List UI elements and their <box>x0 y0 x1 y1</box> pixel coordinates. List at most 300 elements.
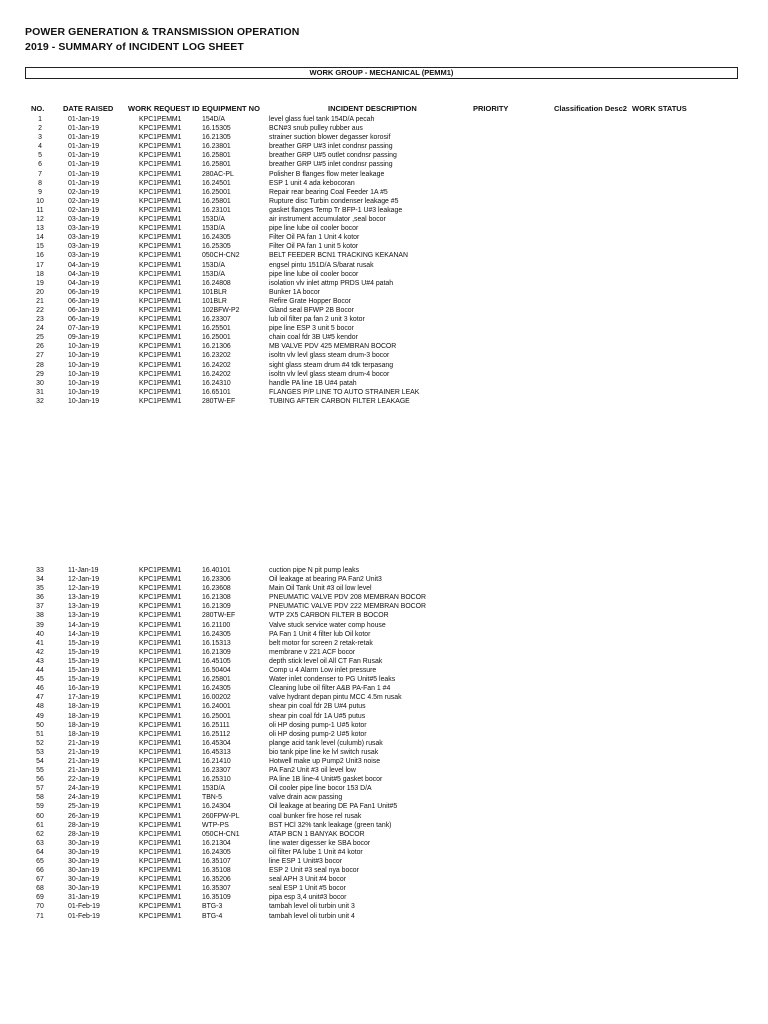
incident-description: PNEUMATIC VALVE PDV 208 MEMBRAN BOCOR <box>269 594 426 602</box>
work-request-id: KPC1PEMM1 <box>139 657 182 665</box>
table-row <box>0 657 768 666</box>
equipment-no: 16.23101 <box>202 206 231 214</box>
date-raised: 15-Jan-19 <box>68 639 100 647</box>
equipment-no: 16.24305 <box>202 685 231 693</box>
row-number: 66 <box>36 867 44 875</box>
work-request-id: KPC1PEMM1 <box>139 179 182 187</box>
date-raised: 01-Jan-19 <box>68 143 100 151</box>
date-raised: 12-Jan-19 <box>68 585 100 593</box>
header-date-raised: DATE RAISED <box>63 104 114 113</box>
incident-description: Oil cooler pipe line bocor 153 D/A <box>269 785 372 793</box>
date-raised: 01-Feb-19 <box>68 903 100 911</box>
work-request-id: KPC1PEMM1 <box>139 279 182 287</box>
equipment-no: 050CH-CN1 <box>202 830 240 838</box>
equipment-no: 16.21309 <box>202 648 231 656</box>
table-row <box>0 784 768 793</box>
work-request-id: KPC1PEMM1 <box>139 703 182 711</box>
work-request-id: KPC1PEMM1 <box>139 270 182 278</box>
work-request-id: KPC1PEMM1 <box>139 594 182 602</box>
work-request-id: KPC1PEMM1 <box>139 261 182 269</box>
equipment-no: 16.25001 <box>202 334 231 342</box>
table-row <box>0 848 768 857</box>
table-row <box>0 197 768 206</box>
equipment-no: 16.24001 <box>202 703 231 711</box>
work-request-id: KPC1PEMM1 <box>139 288 182 296</box>
row-number: 46 <box>36 685 44 693</box>
row-number: 70 <box>36 903 44 911</box>
date-raised: 21-Jan-19 <box>68 739 100 747</box>
incident-table-top <box>0 115 768 406</box>
table-row <box>0 388 768 397</box>
date-raised: 12-Jan-19 <box>68 576 100 584</box>
equipment-no: 101BLR <box>202 297 227 305</box>
incident-description: pipe line ESP 3 unit 5 bocor <box>269 325 354 333</box>
table-row <box>0 351 768 360</box>
row-number: 50 <box>36 721 44 729</box>
table-row <box>0 342 768 351</box>
equipment-no: BTG-4 <box>202 912 223 920</box>
date-raised: 30-Jan-19 <box>68 885 100 893</box>
table-row <box>0 793 768 802</box>
work-request-id: KPC1PEMM1 <box>139 730 182 738</box>
incident-description: Filter Oil PA fan 1 unit 5 kotor <box>269 243 359 251</box>
work-request-id: KPC1PEMM1 <box>139 785 182 793</box>
table-row <box>0 142 768 151</box>
equipment-no: WTP-PS <box>202 821 229 829</box>
table-row <box>0 151 768 160</box>
incident-description: Refire Grate Hopper Bocor <box>269 297 351 305</box>
table-row <box>0 639 768 648</box>
row-number: 56 <box>36 776 44 784</box>
row-number: 5 <box>38 152 42 160</box>
row-number: 13 <box>36 225 44 233</box>
date-raised: 06-Jan-19 <box>68 297 100 305</box>
work-request-id: KPC1PEMM1 <box>139 776 182 784</box>
work-request-id: KPC1PEMM1 <box>139 325 182 333</box>
row-number: 8 <box>38 179 42 187</box>
work-request-id: KPC1PEMM1 <box>139 388 182 396</box>
work-request-id: KPC1PEMM1 <box>139 694 182 702</box>
date-raised: 13-Jan-19 <box>68 603 100 611</box>
row-number: 43 <box>36 657 44 665</box>
table-row <box>0 893 768 902</box>
equipment-no: 16.45105 <box>202 657 231 665</box>
incident-description: BELT FEEDER BCN1 TRACKING KEKANAN <box>269 252 408 260</box>
date-raised: 15-Jan-19 <box>68 648 100 656</box>
table-row <box>0 233 768 242</box>
incident-description: valve drain acw passing <box>269 794 343 802</box>
work-request-id: KPC1PEMM1 <box>139 225 182 233</box>
date-raised: 03-Jan-19 <box>68 252 100 260</box>
equipment-no: 16.24305 <box>202 234 231 242</box>
work-request-id: KPC1PEMM1 <box>139 361 182 369</box>
table-row <box>0 575 768 584</box>
row-number: 14 <box>36 234 44 242</box>
date-raised: 30-Jan-19 <box>68 867 100 875</box>
row-number: 2 <box>38 125 42 133</box>
work-request-id: KPC1PEMM1 <box>139 903 182 911</box>
work-request-id: KPC1PEMM1 <box>139 334 182 342</box>
work-request-id: KPC1PEMM1 <box>139 252 182 260</box>
row-number: 25 <box>36 334 44 342</box>
table-row <box>0 730 768 739</box>
incident-description: cuction pipe N pit pump leaks <box>269 567 360 574</box>
row-number: 65 <box>36 858 44 865</box>
work-request-id: KPC1PEMM1 <box>139 152 182 160</box>
equipment-no: 16.21304 <box>202 839 231 847</box>
date-raised: 10-Jan-19 <box>68 343 100 351</box>
equipment-no: 16.21305 <box>202 134 231 142</box>
date-raised: 11-Jan-19 <box>68 567 99 574</box>
table-row <box>0 297 768 306</box>
table-row <box>0 224 768 233</box>
date-raised: 01-Jan-19 <box>68 152 100 160</box>
row-number: 36 <box>36 594 44 602</box>
table-row <box>0 306 768 315</box>
table-row <box>0 821 768 830</box>
work-request-id: KPC1PEMM1 <box>139 134 182 142</box>
incident-description: Main Oil Tank Unit #3 oil low level <box>269 585 372 593</box>
equipment-no: 16.45304 <box>202 739 231 747</box>
equipment-no: 16.24202 <box>202 370 231 378</box>
row-number: 10 <box>36 197 44 205</box>
row-number: 71 <box>36 912 44 920</box>
incident-description: Repair rear bearing Coal Feeder 1A #5 <box>269 188 388 196</box>
header-work-request-id: WORK REQUEST ID <box>128 104 200 113</box>
table-row <box>0 675 768 684</box>
table-row <box>0 324 768 333</box>
date-raised: 10-Jan-19 <box>68 379 100 387</box>
work-request-id: KPC1PEMM1 <box>139 243 182 251</box>
row-number: 22 <box>36 306 44 314</box>
work-request-id: KPC1PEMM1 <box>139 912 182 920</box>
table-row <box>0 288 768 297</box>
row-number: 18 <box>36 270 44 278</box>
row-number: 12 <box>36 216 44 224</box>
incident-description: oli HP dosing pump-1 U#5 kotor <box>269 721 367 729</box>
row-number: 15 <box>36 243 44 251</box>
equipment-no: 16.25112 <box>202 730 231 738</box>
row-number: 19 <box>36 279 44 287</box>
work-request-id: KPC1PEMM1 <box>139 621 182 629</box>
table-row <box>0 830 768 839</box>
row-number: 23 <box>36 316 44 324</box>
incident-description: WTP 2X5 CARBON FILTER B BOCOR <box>269 612 389 620</box>
equipment-no: 16.35108 <box>202 867 231 875</box>
incident-description: PA Fan2 Unit #3 oil level low <box>269 767 356 775</box>
equipment-no: 16.24202 <box>202 361 231 369</box>
work-group-banner: WORK GROUP - MECHANICAL (PEMM1) <box>25 67 738 79</box>
equipment-no: 16.24305 <box>202 630 231 638</box>
equipment-no: 16.65101 <box>202 388 231 396</box>
header-incident-description: INCIDENT DESCRIPTION <box>328 104 417 113</box>
table-row <box>0 206 768 215</box>
incident-description: Bunker 1A bocor <box>269 288 320 296</box>
date-raised: 15-Jan-19 <box>68 657 100 665</box>
table-row <box>0 684 768 693</box>
date-raised: 03-Jan-19 <box>68 216 100 224</box>
work-request-id: KPC1PEMM1 <box>139 767 182 775</box>
date-raised: 02-Jan-19 <box>68 197 100 205</box>
incident-description: depth stick level oil All CT Fan Rusak <box>269 657 383 665</box>
date-raised: 25-Jan-19 <box>68 803 100 811</box>
incident-description: MB VALVE PDV 425 MEMBRAN BOCOR <box>269 343 397 351</box>
incident-description: PNEUMATIC VALVE PDV 222 MEMBRAN BOCOR <box>269 603 426 611</box>
row-number: 32 <box>36 397 44 405</box>
equipment-no: 16.24304 <box>202 803 231 811</box>
date-raised: 01-Feb-19 <box>68 912 100 920</box>
work-request-id: KPC1PEMM1 <box>139 748 182 756</box>
incident-description: isoltn vlv levl glass steam drum-3 bocor <box>269 352 390 360</box>
date-raised: 01-Jan-19 <box>68 116 100 123</box>
equipment-no: 050CH-CN2 <box>202 252 240 260</box>
table-row <box>0 902 768 911</box>
equipment-no: 16.40101 <box>202 567 231 574</box>
incident-description: seal ESP 1 Unit #5 bocor <box>269 885 346 893</box>
table-row <box>0 775 768 784</box>
header-priority: PRIORITY <box>473 104 509 113</box>
table-row <box>0 188 768 197</box>
incident-description: Valve stuck service water comp house <box>269 621 386 629</box>
work-request-id: KPC1PEMM1 <box>139 216 182 224</box>
equipment-no: 16.21100 <box>202 621 231 629</box>
row-number: 54 <box>36 757 44 765</box>
equipment-no: 16.23307 <box>202 316 231 324</box>
incident-description: level glass fuel tank 154D/A pecah <box>269 116 375 123</box>
incident-description: line ESP 1 Unit#3 bocor <box>269 858 343 865</box>
row-number: 17 <box>36 261 44 269</box>
date-raised: 04-Jan-19 <box>68 270 100 278</box>
table-row <box>0 584 768 593</box>
date-raised: 10-Jan-19 <box>68 361 100 369</box>
table-row <box>0 611 768 620</box>
header-work-status: WORK STATUS <box>632 104 687 113</box>
work-request-id: KPC1PEMM1 <box>139 343 182 351</box>
table-row <box>0 279 768 288</box>
row-number: 59 <box>36 803 44 811</box>
work-request-id: KPC1PEMM1 <box>139 379 182 387</box>
equipment-no: 16.35307 <box>202 885 231 893</box>
incident-description: breather GRP U#5 inlet condnsr passing <box>269 161 393 169</box>
work-request-id: KPC1PEMM1 <box>139 685 182 693</box>
row-number: 67 <box>36 876 44 884</box>
equipment-no: 16.25001 <box>202 712 231 720</box>
table-row <box>0 602 768 611</box>
date-raised: 01-Jan-19 <box>68 134 100 142</box>
equipment-no: 102BFW-P2 <box>202 306 240 314</box>
row-number: 45 <box>36 676 44 684</box>
equipment-no: 16.25801 <box>202 161 231 169</box>
row-number: 3 <box>38 134 42 142</box>
row-number: 38 <box>36 612 44 620</box>
incident-description: oil filter PA lube 1 Unit #4 kotor <box>269 848 363 856</box>
table-row <box>0 133 768 142</box>
table-row <box>0 748 768 757</box>
row-number: 26 <box>36 343 44 351</box>
incident-description: valve hydrant depan pintu MCC 4.5m rusak <box>269 694 402 702</box>
report-subtitle: 2019 - SUMMARY of INCIDENT LOG SHEET <box>25 41 244 53</box>
incident-description: Oil leakage at bearing PA Fan2 Unit3 <box>269 576 382 584</box>
date-raised: 10-Jan-19 <box>68 370 100 378</box>
equipment-no: 153D/A <box>202 261 225 269</box>
equipment-no: 16.35107 <box>202 858 231 865</box>
incident-description: pipa esp 3,4 unit#3 bocor <box>269 894 347 902</box>
incident-table-bottom <box>0 566 768 921</box>
work-request-id: KPC1PEMM1 <box>139 858 182 865</box>
row-number: 41 <box>36 639 44 647</box>
table-row <box>0 124 768 133</box>
table-row <box>0 179 768 188</box>
table-row <box>0 379 768 388</box>
table-row <box>0 866 768 875</box>
date-raised: 09-Jan-19 <box>68 334 100 342</box>
date-raised: 14-Jan-19 <box>68 621 100 629</box>
equipment-no: 16.24310 <box>202 379 231 387</box>
equipment-no: 153D/A <box>202 225 225 233</box>
work-request-id: KPC1PEMM1 <box>139 803 182 811</box>
equipment-no: 154D/A <box>202 116 225 123</box>
row-number: 20 <box>36 288 44 296</box>
table-row <box>0 242 768 251</box>
date-raised: 10-Jan-19 <box>68 388 100 396</box>
equipment-no: 16.24501 <box>202 179 231 187</box>
row-number: 61 <box>36 821 44 829</box>
table-row <box>0 115 768 124</box>
date-raised: 06-Jan-19 <box>68 288 100 296</box>
date-raised: 15-Jan-19 <box>68 667 100 675</box>
date-raised: 06-Jan-19 <box>68 306 100 314</box>
equipment-no: 280AC-PL <box>202 170 234 178</box>
equipment-no: 153D/A <box>202 216 225 224</box>
table-row <box>0 884 768 893</box>
incident-description: isoltn vlv levl glass steam drum-4 bocor <box>269 370 390 378</box>
incident-description: oli HP dosing pump-2 U#5 kotor <box>269 730 367 738</box>
row-number: 4 <box>38 143 42 151</box>
equipment-no: 16.25310 <box>202 776 231 784</box>
incident-description: plange acid tank level (culumb) rusak <box>269 739 383 747</box>
row-number: 28 <box>36 361 44 369</box>
work-request-id: KPC1PEMM1 <box>139 757 182 765</box>
incident-description: Oil leakage at bearing DE PA Fan1 Unit#5 <box>269 803 398 811</box>
table-row <box>0 912 768 921</box>
table-row <box>0 333 768 342</box>
row-number: 16 <box>36 252 44 260</box>
incident-description: chain coal fdr 3B U#5 kendor <box>269 334 358 342</box>
equipment-no: 280TW-EF <box>202 612 236 620</box>
date-raised: 10-Jan-19 <box>68 397 100 405</box>
incident-description: line water digesser ke SBA bocor <box>269 839 371 847</box>
row-number: 1 <box>38 116 42 123</box>
work-request-id: KPC1PEMM1 <box>139 648 182 656</box>
date-raised: 28-Jan-19 <box>68 821 100 829</box>
incident-description: bio tank pipe line ke lvl switch rusak <box>269 748 379 756</box>
date-raised: 18-Jan-19 <box>68 712 100 720</box>
table-row <box>0 270 768 279</box>
row-number: 63 <box>36 839 44 847</box>
incident-description: strainer suction blower degasser korosif <box>269 134 391 142</box>
date-raised: 21-Jan-19 <box>68 748 100 756</box>
incident-description: Water inlet condenser to PG Unit#5 leaks <box>269 676 396 684</box>
table-row <box>0 739 768 748</box>
header-classification: Classification Desc2 <box>554 104 627 113</box>
table-row <box>0 721 768 730</box>
equipment-no: 153D/A <box>202 785 225 793</box>
work-request-id: KPC1PEMM1 <box>139 306 182 314</box>
report-title: POWER GENERATION & TRANSMISSION OPERATION <box>25 26 300 38</box>
incident-description: sight glass steam drum #4 tdk terpasang <box>269 361 394 369</box>
work-request-id: KPC1PEMM1 <box>139 721 182 729</box>
table-row <box>0 170 768 179</box>
date-raised: 01-Jan-19 <box>68 170 100 178</box>
date-raised: 24-Jan-19 <box>68 794 100 802</box>
equipment-no: 16.21309 <box>202 603 231 611</box>
date-raised: 21-Jan-19 <box>68 767 100 775</box>
equipment-no: 101BLR <box>202 288 227 296</box>
row-number: 30 <box>36 379 44 387</box>
work-request-id: KPC1PEMM1 <box>139 839 182 847</box>
table-row <box>0 361 768 370</box>
incident-description: handle PA line 1B U#4 patah <box>269 379 357 387</box>
work-request-id: KPC1PEMM1 <box>139 297 182 305</box>
date-raised: 03-Jan-19 <box>68 243 100 251</box>
work-request-id: KPC1PEMM1 <box>139 585 182 593</box>
equipment-no: 16.24305 <box>202 848 231 856</box>
work-request-id: KPC1PEMM1 <box>139 848 182 856</box>
table-row <box>0 160 768 169</box>
equipment-no: 280TW-EF <box>202 397 236 405</box>
date-raised: 04-Jan-19 <box>68 279 100 287</box>
table-row <box>0 802 768 811</box>
row-number: 40 <box>36 630 44 638</box>
incident-description: isolation vlv inlet attmp PRDS U#4 patah <box>269 279 394 287</box>
equipment-no: 16.25111 <box>202 721 230 729</box>
row-number: 37 <box>36 603 44 611</box>
date-raised: 26-Jan-19 <box>68 812 100 820</box>
incident-description: coal bunker fire hose rel rusak <box>269 812 362 820</box>
row-number: 52 <box>36 739 44 747</box>
work-request-id: KPC1PEMM1 <box>139 739 182 747</box>
work-request-id: KPC1PEMM1 <box>139 170 182 178</box>
incident-description: PA line 1B line-4 Unit#5 gasket bocor <box>269 776 383 784</box>
date-raised: 18-Jan-19 <box>68 721 100 729</box>
incident-description: tambah level oli turbin unit 3 <box>269 903 355 911</box>
work-request-id: KPC1PEMM1 <box>139 867 182 875</box>
date-raised: 02-Jan-19 <box>68 206 100 214</box>
equipment-no: 16.23307 <box>202 767 231 775</box>
work-request-id: KPC1PEMM1 <box>139 885 182 893</box>
date-raised: 01-Jan-19 <box>68 179 100 187</box>
work-request-id: KPC1PEMM1 <box>139 397 182 405</box>
date-raised: 13-Jan-19 <box>68 594 100 602</box>
work-request-id: KPC1PEMM1 <box>139 567 182 574</box>
incident-description: Hotwell make up Pump2 Unit3 noise <box>269 757 381 765</box>
table-row <box>0 648 768 657</box>
equipment-no: 260FPW-PL <box>202 812 240 820</box>
work-request-id: KPC1PEMM1 <box>139 712 182 720</box>
table-row <box>0 839 768 848</box>
date-raised: 30-Jan-19 <box>68 858 100 865</box>
equipment-no: 16.23801 <box>202 143 231 151</box>
row-number: 55 <box>36 767 44 775</box>
work-request-id: KPC1PEMM1 <box>139 667 182 675</box>
row-number: 35 <box>36 585 44 593</box>
incident-description: lub oil filter pa fan 2 unit 3 kotor <box>269 316 365 324</box>
incident-description: Comp u 4 Alarm Low inlet pressure <box>269 667 377 675</box>
equipment-no: 16.25305 <box>202 243 231 251</box>
table-row <box>0 397 768 406</box>
table-row <box>0 875 768 884</box>
incident-description: seal APH 3 Unit #4 bocor <box>269 876 346 884</box>
